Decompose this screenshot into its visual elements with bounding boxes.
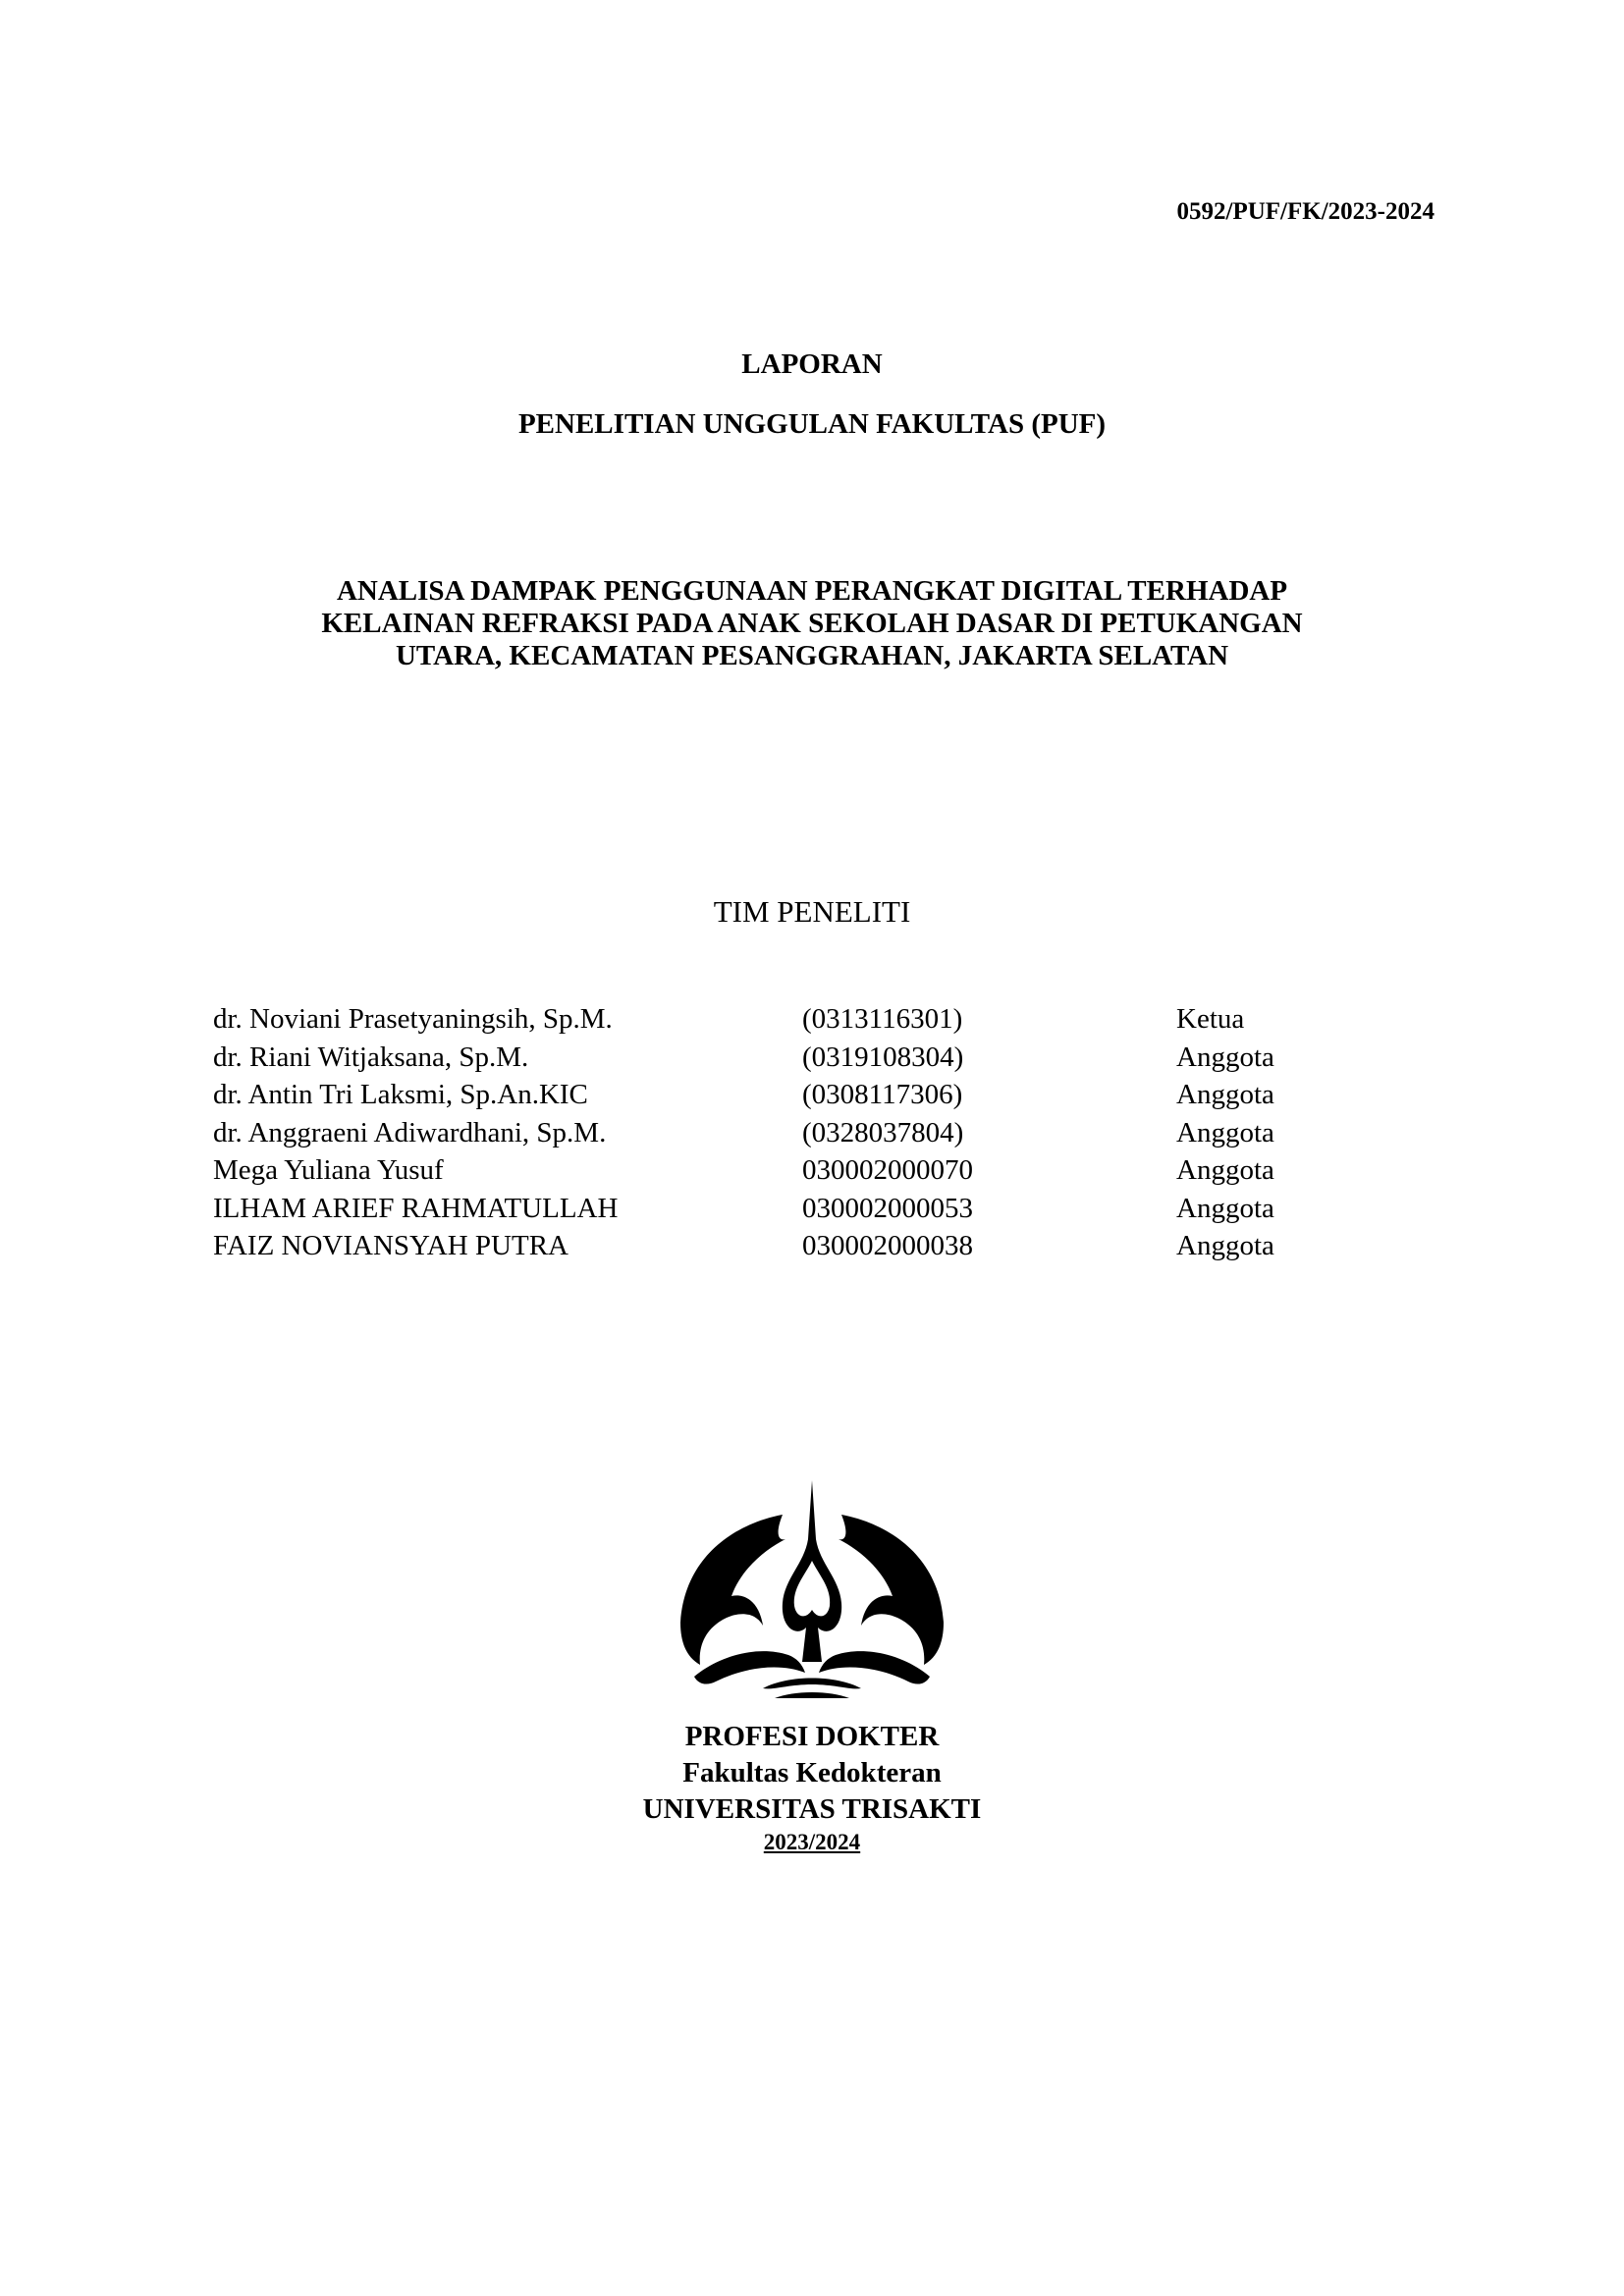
document-number: 0592/PUF/FK/2023-2024 [1176, 198, 1435, 225]
team-member-row [213, 1076, 1332, 1114]
member-role: Anggota [1176, 1192, 1274, 1224]
member-name: Mega Yuliana Yusuf [213, 1154, 444, 1186]
member-id: (0313116301) [802, 1003, 963, 1035]
institution-block [0, 1719, 1624, 1857]
research-title-line: KELAINAN REFRAKSI PADA ANAK SEKOLAH DASAR DI PETUKANGAN [321, 608, 1303, 639]
academic-year: 2023/2024 [763, 1830, 861, 1854]
member-id: 030002000053 [802, 1192, 973, 1224]
university-emblem-icon [673, 1480, 951, 1698]
team-heading: TIM PENELITI [713, 894, 911, 929]
report-subtitle: PENELITIAN UNGGULAN FAKULTAS (PUF) [517, 408, 1107, 440]
faculty-name: Fakultas Kedokteran [682, 1757, 942, 1789]
member-id: 030002000038 [802, 1230, 973, 1261]
team-member-row [213, 1151, 1332, 1190]
program-name: PROFESI DOKTER [684, 1721, 940, 1752]
member-id: 030002000070 [802, 1154, 973, 1186]
team-member-row [213, 1227, 1332, 1265]
member-role: Ketua [1176, 1003, 1245, 1035]
member-role: Anggota [1176, 1041, 1274, 1073]
member-role: Anggota [1176, 1230, 1274, 1261]
university-name: UNIVERSITAS TRISAKTI [642, 1793, 982, 1825]
team-member-list [213, 1000, 1332, 1265]
member-name: ILHAM ARIEF RAHMATULLAH [213, 1192, 619, 1224]
member-name: dr. Riani Witjaksana, Sp.M. [213, 1041, 529, 1073]
team-member-row [213, 1000, 1332, 1039]
team-member-row [213, 1114, 1332, 1152]
member-role: Anggota [1176, 1079, 1274, 1110]
research-title-line: ANALISA DAMPAK PENGGUNAAN PERANGKAT DIGITAL TERHADAP [336, 575, 1288, 607]
team-member-row [213, 1190, 1332, 1228]
research-title [216, 575, 1408, 672]
team-member-row [213, 1039, 1332, 1077]
member-name: FAIZ NOVIANSYAH PUTRA [213, 1230, 568, 1261]
member-name: dr. Antin Tri Laksmi, Sp.An.KIC [213, 1079, 588, 1110]
member-role: Anggota [1176, 1116, 1274, 1148]
member-name: dr. Anggraeni Adiwardhani, Sp.M. [213, 1116, 607, 1148]
member-id: (0308117306) [802, 1079, 963, 1110]
member-role: Anggota [1176, 1154, 1274, 1186]
research-title-line: UTARA, KECAMATAN PESANGGRAHAN, JAKARTA SELATAN [395, 640, 1229, 671]
member-name: dr. Noviani Prasetyaningsih, Sp.M. [213, 1003, 613, 1035]
member-id: (0328037804) [802, 1116, 964, 1148]
report-title: LAPORAN [741, 348, 883, 380]
member-id: (0319108304) [802, 1041, 964, 1073]
